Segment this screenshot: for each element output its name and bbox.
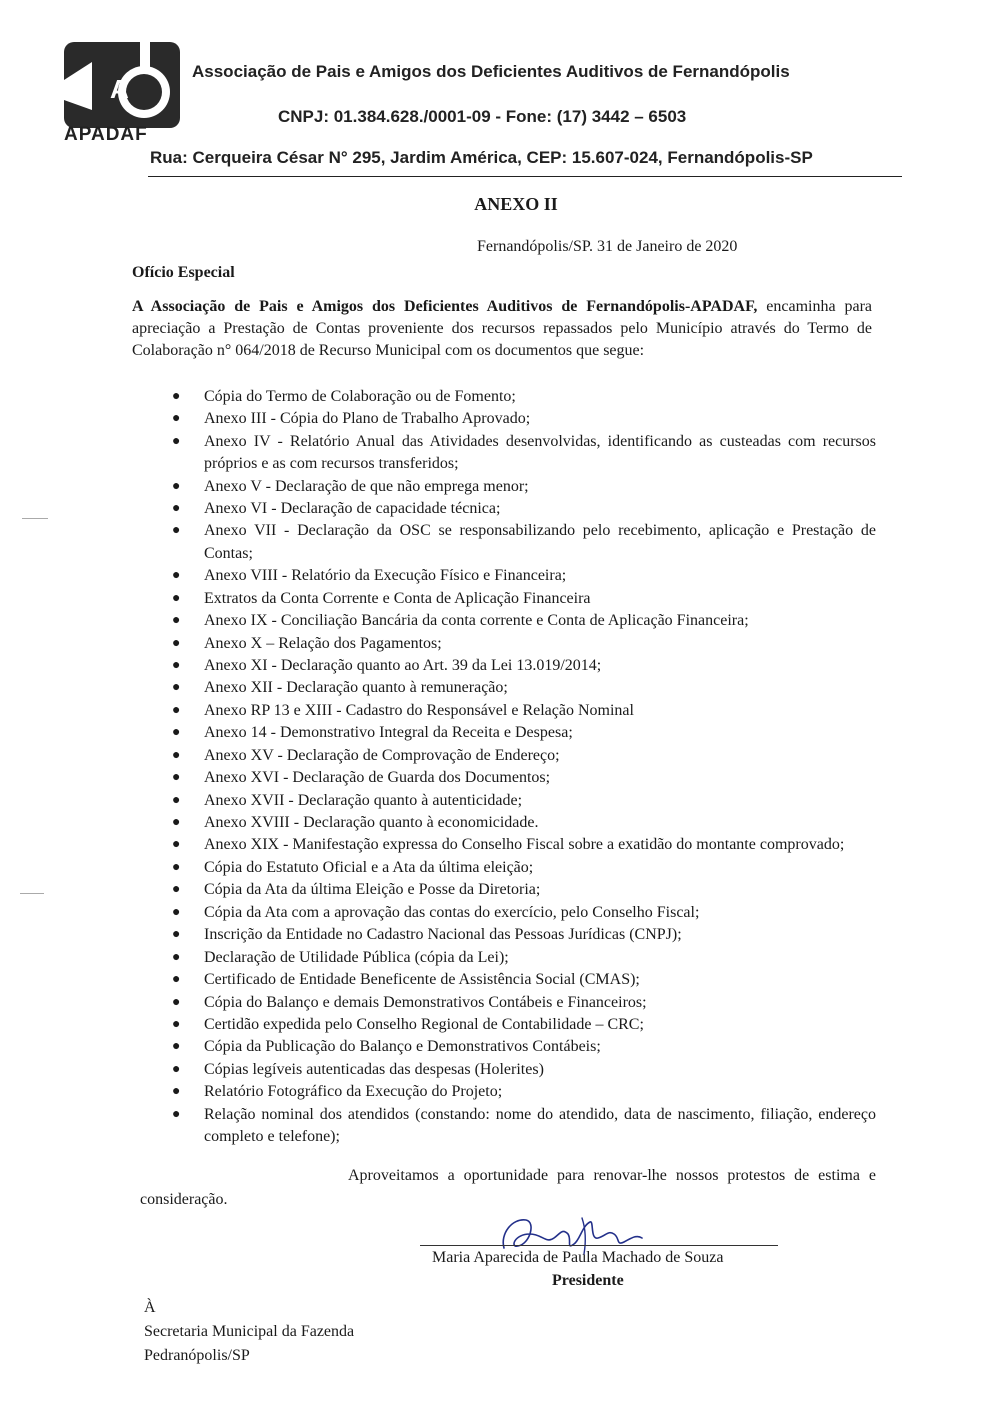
list-item-text: Cópia da Publicação do Balanço e Demonstrativos Contábeis; — [204, 1038, 601, 1056]
list-item — [168, 408, 876, 430]
bullet-icon: ● — [172, 523, 181, 539]
list-item-text: Anexo XV - Declaração de Comprovação de Endereço; — [204, 746, 560, 764]
recipient-line-3: Pedranópolis/SP — [144, 1347, 250, 1364]
intro-rest: encaminha para apreciação a Prestação de Contas proveniente dos recursos repassados pelo Município através do Termo de Colaboração n° 064/2018 de Recurso Municipal com os documentos que segue: — [132, 298, 873, 359]
bullet-icon: ● — [172, 972, 181, 988]
list-item — [168, 790, 876, 812]
recipient-line-2: Secretaria Municipal da Fazenda — [144, 1323, 355, 1340]
list-item — [168, 1059, 876, 1081]
list-item-text: Anexo VIII - Relatório da Execução Físico e Financeira; — [204, 567, 567, 585]
list-item-text: Cópia do Balanço e demais Demonstrativos Contábeis e Financeiros; — [204, 993, 647, 1011]
list-item — [168, 879, 876, 901]
document-title: ANEXO II — [474, 194, 558, 214]
list-item-text: Cópia da Ata da última Eleição e Posse da Diretoria; — [204, 881, 541, 899]
list-item — [168, 565, 876, 587]
list-item — [168, 902, 876, 924]
bullet-icon: ● — [172, 837, 181, 853]
list-item — [168, 969, 876, 991]
list-item-text: Extratos da Conta Corrente e Conta de Aplicação Financeira — [204, 589, 591, 607]
organization-name: Associação de Pais e Amigos dos Deficientes Auditivos de Fernandópolis — [192, 62, 790, 81]
list-item — [168, 1014, 876, 1036]
list-item — [168, 722, 876, 744]
list-item — [168, 1081, 876, 1103]
list-item-text: Anexo XVI - Declaração de Guarda dos Documentos; — [204, 769, 551, 787]
list-item-text: Anexo III - Cópia do Plano de Trabalho Aprovado; — [204, 410, 531, 428]
list-item-text: Relação nominal dos atendidos (constando: nome do atendido, data de nascimento, filiação, endereço completo e telefone); — [204, 1105, 876, 1146]
list-item — [168, 520, 876, 565]
bullet-icon: ● — [172, 904, 181, 920]
intro-bold: A Associação de Pais e Amigos dos Deficientes Auditivos de Fernandópolis-APADAF, — [132, 298, 758, 315]
list-item-text: Anexo IV - Relatório Anual das Atividades desenvolvidas, identificando as custeadas com recursos próprios e as com recursos transferidos; — [204, 432, 876, 473]
list-item-text: Cópia da Ata com a aprovação das contas do exercício, pelo Conselho Fiscal; — [204, 903, 700, 921]
intro-paragraph — [132, 296, 872, 362]
document-list — [168, 386, 876, 1148]
bullet-icon: ● — [172, 927, 181, 943]
list-item-text: Inscrição da Entidade no Cadastro Nacional das Pessoas Jurídicas (CNPJ); — [204, 926, 682, 944]
bullet-icon: ● — [172, 389, 181, 404]
list-item — [168, 677, 876, 699]
list-item — [168, 812, 876, 834]
logo-text: APADAF — [64, 124, 148, 145]
signature-line — [420, 1245, 778, 1246]
list-item-text: Anexo IX - Conciliação Bancária da conta corrente e Conta de Aplicação Financeira; — [204, 612, 749, 630]
list-item — [168, 1104, 876, 1149]
list-item-text: Anexo RP 13 e XIII - Cadastro do Responsável e Relação Nominal — [204, 701, 634, 719]
list-item-text: Cópia do Estatuto Oficial e a Ata da última eleição; — [204, 858, 534, 876]
list-item-text: Cópia do Termo de Colaboração ou de Fomento; — [204, 388, 516, 405]
scan-mark — [22, 518, 48, 519]
bullet-icon: ● — [172, 702, 181, 718]
bullet-icon: ● — [172, 613, 181, 629]
list-item-text: Anexo VII - Declaração da OSC se responsabilizando pelo recebimento, aplicação e Prestação de Contas; — [204, 522, 876, 562]
bullet-icon: ● — [172, 501, 181, 517]
bullet-icon: ● — [172, 725, 181, 741]
list-item — [168, 700, 876, 722]
list-item — [168, 610, 876, 632]
bullet-icon: ● — [172, 1016, 181, 1032]
cnpj-phone: CNPJ: 01.384.628./0001-09 - Fone: (17) 3442 – 6503 — [278, 107, 687, 126]
list-item-text: Anexo XII - Declaração quanto à remuneração; — [204, 679, 508, 697]
logo-letter: A — [110, 74, 129, 104]
bullet-icon: ● — [172, 433, 181, 449]
bullet-icon: ● — [172, 411, 181, 427]
header-divider — [148, 176, 902, 177]
list-item-text: Relatório Fotográfico da Execução do Projeto; — [204, 1083, 503, 1101]
bullet-icon: ● — [172, 1039, 181, 1055]
bullet-icon: ● — [172, 994, 181, 1010]
list-item — [168, 924, 876, 946]
recipient-line-1: À — [144, 1299, 156, 1316]
list-item — [168, 992, 876, 1014]
list-item-text: Certidão expedida pelo Conselho Regional de Contabilidade – CRC; — [204, 1015, 644, 1033]
bullet-icon: ● — [172, 1084, 181, 1100]
list-item — [168, 588, 876, 610]
bullet-icon: ● — [172, 590, 181, 606]
bullet-icon: ● — [172, 859, 181, 875]
list-item-text: Declaração de Utilidade Pública (cópia da Lei); — [204, 948, 509, 966]
list-item — [168, 431, 876, 476]
bullet-icon: ● — [172, 680, 181, 696]
list-item — [168, 633, 876, 655]
list-item-text: Anexo X – Relação dos Pagamentos; — [204, 634, 442, 652]
bullet-icon: ● — [172, 792, 181, 808]
bullet-icon: ● — [172, 657, 181, 673]
organization-address: Rua: Cerqueira César N° 295, Jardim América, CEP: 15.607-024, Fernandópolis-SP — [150, 148, 813, 167]
list-item — [168, 947, 876, 969]
list-item — [168, 655, 876, 677]
bullet-icon: ● — [172, 949, 181, 965]
list-item-text: Anexo V - Declaração de que não emprega menor; — [204, 477, 529, 495]
list-item-text: Cópias legíveis autenticadas das despesas (Holerites) — [204, 1060, 544, 1078]
closing-paragraph: Aproveitamos a oportunidade para renovar-lhe nossos protestos de estima e consideração. — [140, 1167, 876, 1208]
bullet-icon: ● — [172, 882, 181, 898]
bullet-icon: ● — [172, 478, 181, 494]
signer-name: Maria Aparecida de Paula Machado de Souza — [432, 1249, 724, 1266]
list-item-text: Anexo VI - Declaração de capacidade técnica; — [204, 500, 501, 518]
list-item-text: Anexo XI - Declaração quanto ao Art. 39 da Lei 13.019/2014; — [204, 656, 602, 674]
bullet-icon: ● — [172, 635, 181, 651]
list-item-text: Anexo XVIII - Declaração quanto à economicidade. — [204, 814, 539, 832]
list-item — [168, 767, 876, 789]
bullet-icon: ● — [172, 747, 181, 763]
bullet-icon: ● — [172, 770, 181, 786]
list-item — [168, 834, 876, 856]
recipient-block — [144, 1296, 354, 1368]
list-item — [168, 857, 876, 879]
list-item — [168, 1036, 876, 1058]
list-item — [168, 745, 876, 767]
signer-role: Presidente — [552, 1272, 624, 1289]
bullet-icon: ● — [172, 815, 181, 831]
list-item-text: Anexo XVII - Declaração quanto à autenticidade; — [204, 791, 523, 809]
list-item-text: Anexo XIX - Manifestação expressa do Conselho Fiscal sobre a exatidão do montante comprovado; — [204, 836, 845, 854]
bullet-icon: ● — [172, 1106, 181, 1122]
list-item-text: Anexo 14 - Demonstrativo Integral da Receita e Despesa; — [204, 724, 573, 742]
list-item — [168, 476, 876, 498]
scan-mark — [20, 893, 44, 894]
date-line: Fernandópolis/SP. 31 de Janeiro de 2020 — [477, 238, 738, 255]
list-item — [168, 498, 876, 520]
list-item — [168, 386, 876, 408]
list-item-text: Certificado de Entidade Beneficente de Assistência Social (CMAS); — [204, 971, 640, 989]
bullet-icon: ● — [172, 568, 181, 584]
document-heading: Ofício Especial — [132, 264, 235, 281]
bullet-icon: ● — [172, 1061, 181, 1077]
